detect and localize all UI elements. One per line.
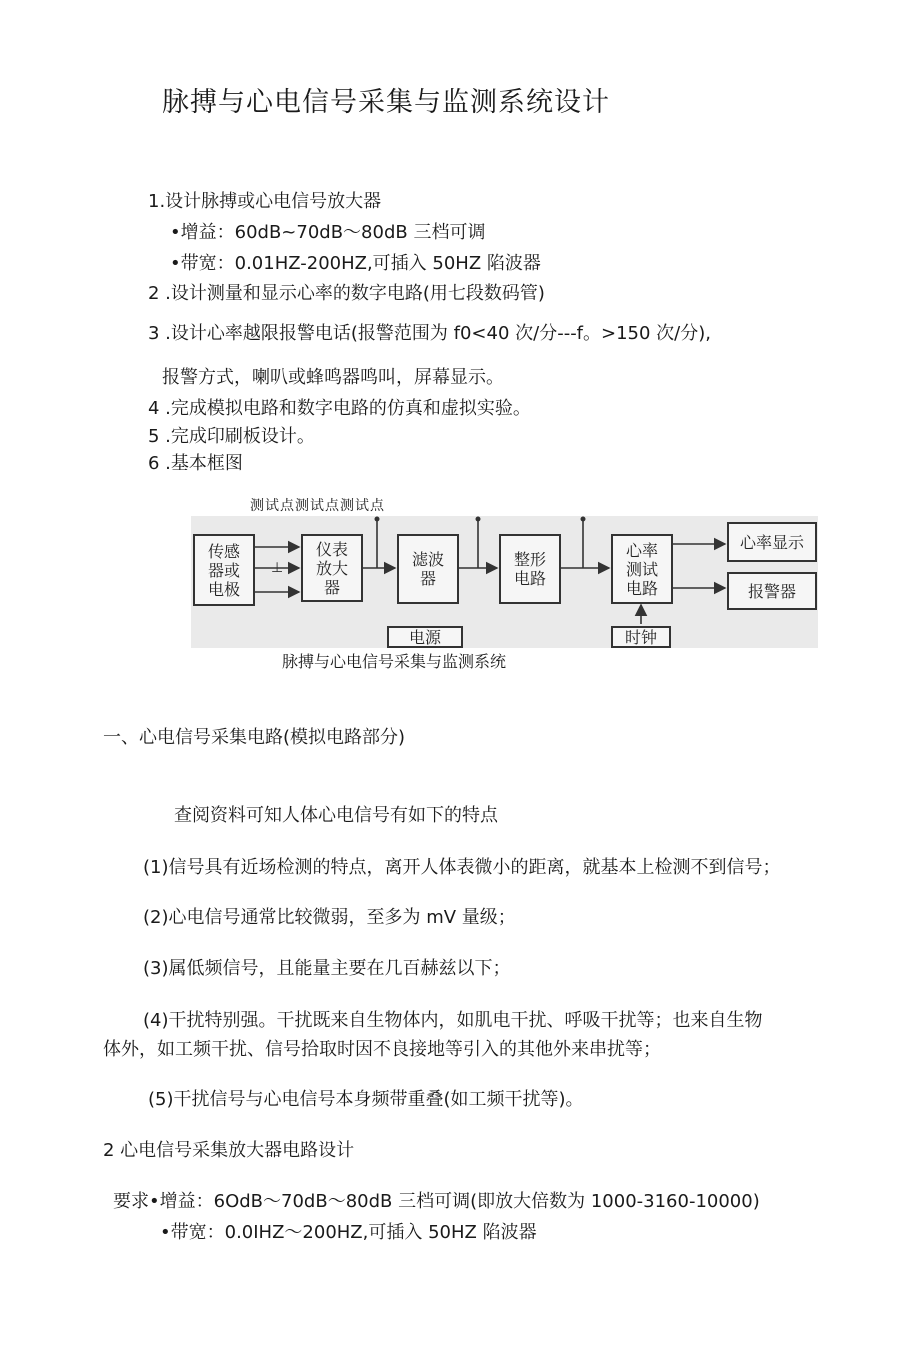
block-clock-label: 时钟 [624,627,657,647]
block-shaping-circuit [499,534,561,604]
block-heart-rate-test [611,534,673,604]
requirement-5: 5 .完成印刷板设计。 [148,426,315,447]
diagram-caption: 脉搏与心电信号采集与监测系统 [282,652,507,671]
requirement-4: 4 .完成模拟电路和数字电路的仿真和虚拟实验。 [148,398,531,419]
block-sensor [193,534,255,606]
requirement-3: 3 .设计心率越限报警电话(报警范围为 f0<40 次/分---f。>150 次/分), [148,323,711,344]
block-power-label: 电源 [408,627,441,647]
feature-2: (2)心电信号通常比较微弱，至多为 mV 量级； [143,907,516,928]
requirement-bandwidth: •带宽：0.01HZ-200HZ,可插入 50HZ 陷波器 [170,253,541,274]
requirement-gain: •增益：60dB~70dB～80dB 三档可调 [170,222,486,243]
feature-3: (3)属低频信号，且能量主要在几百赫兹以下； [143,958,511,979]
test-point-dot-3 [581,517,586,522]
test-points-label: 测试点测试点测试点 [250,498,385,514]
page-title: 脉搏与心电信号采集与监测系统设计 [162,87,610,118]
feature-1: (1)信号具有近场检测的特点，离开人体表微小的距离，就基本上检测不到信号； [143,857,781,878]
block-alarm [727,572,817,610]
block-instrument-amplifier [301,534,363,602]
block-heart-rate-display [727,522,817,562]
test-point-dot-1 [375,517,380,522]
requirement-6: 6 .基本框图 [148,453,243,474]
feature-5: (5)干扰信号与心电信号本身频带重叠(如工频干扰等)。 [148,1089,584,1110]
block-power [387,626,463,648]
block-clock [611,626,671,648]
block-display-label: 心率显示 [739,532,804,552]
requirement-3-cont: 报警方式，喇叭或蜂鸣器鸣叫，屏幕显示。 [162,367,504,388]
block-rate-label: 心率测试电路 [625,540,658,598]
block-shaping-label: 整形电路 [513,550,546,588]
block-alarm-label: 报警器 [747,581,796,601]
section1-heading: 一、心电信号采集电路(模拟电路部分) [103,727,406,748]
test-point-dot-2 [476,517,481,522]
section2-bandwidth-requirement: •带宽：0.0IHZ～200HZ,可插入 50HZ 陷波器 [160,1222,537,1243]
feature-4-cont: 体外，如工频干扰、信号拾取时因不良接地等引入的其他外来串扰等； [103,1039,661,1060]
block-diagram [191,516,818,648]
ground-symbol: ⊥ [271,560,284,576]
requirement-2: 2 .设计测量和显示心率的数字电路(用七段数码管) [148,283,545,304]
section2-gain-requirement: 要求•增益：6OdB～70dB～80dB 三档可调(即放大倍数为 1000-3160-10000) [113,1191,760,1212]
block-amp-label: 仪表放大器 [315,539,348,597]
requirement-1: 1.设计脉搏或心电信号放大器 [148,191,382,212]
section1-intro: 查阅资料可知人体心电信号有如下的特点 [174,805,498,826]
section2-heading: 2 心电信号采集放大器电路设计 [103,1140,355,1161]
feature-4: (4)干扰特别强。干扰既来自生物体内，如肌电干扰、呼吸干扰等；也来自生物 [143,1010,763,1031]
block-sensor-label: 传感器或电极 [207,541,240,599]
block-filter [397,534,459,604]
block-filter-label: 滤波器 [411,550,444,588]
